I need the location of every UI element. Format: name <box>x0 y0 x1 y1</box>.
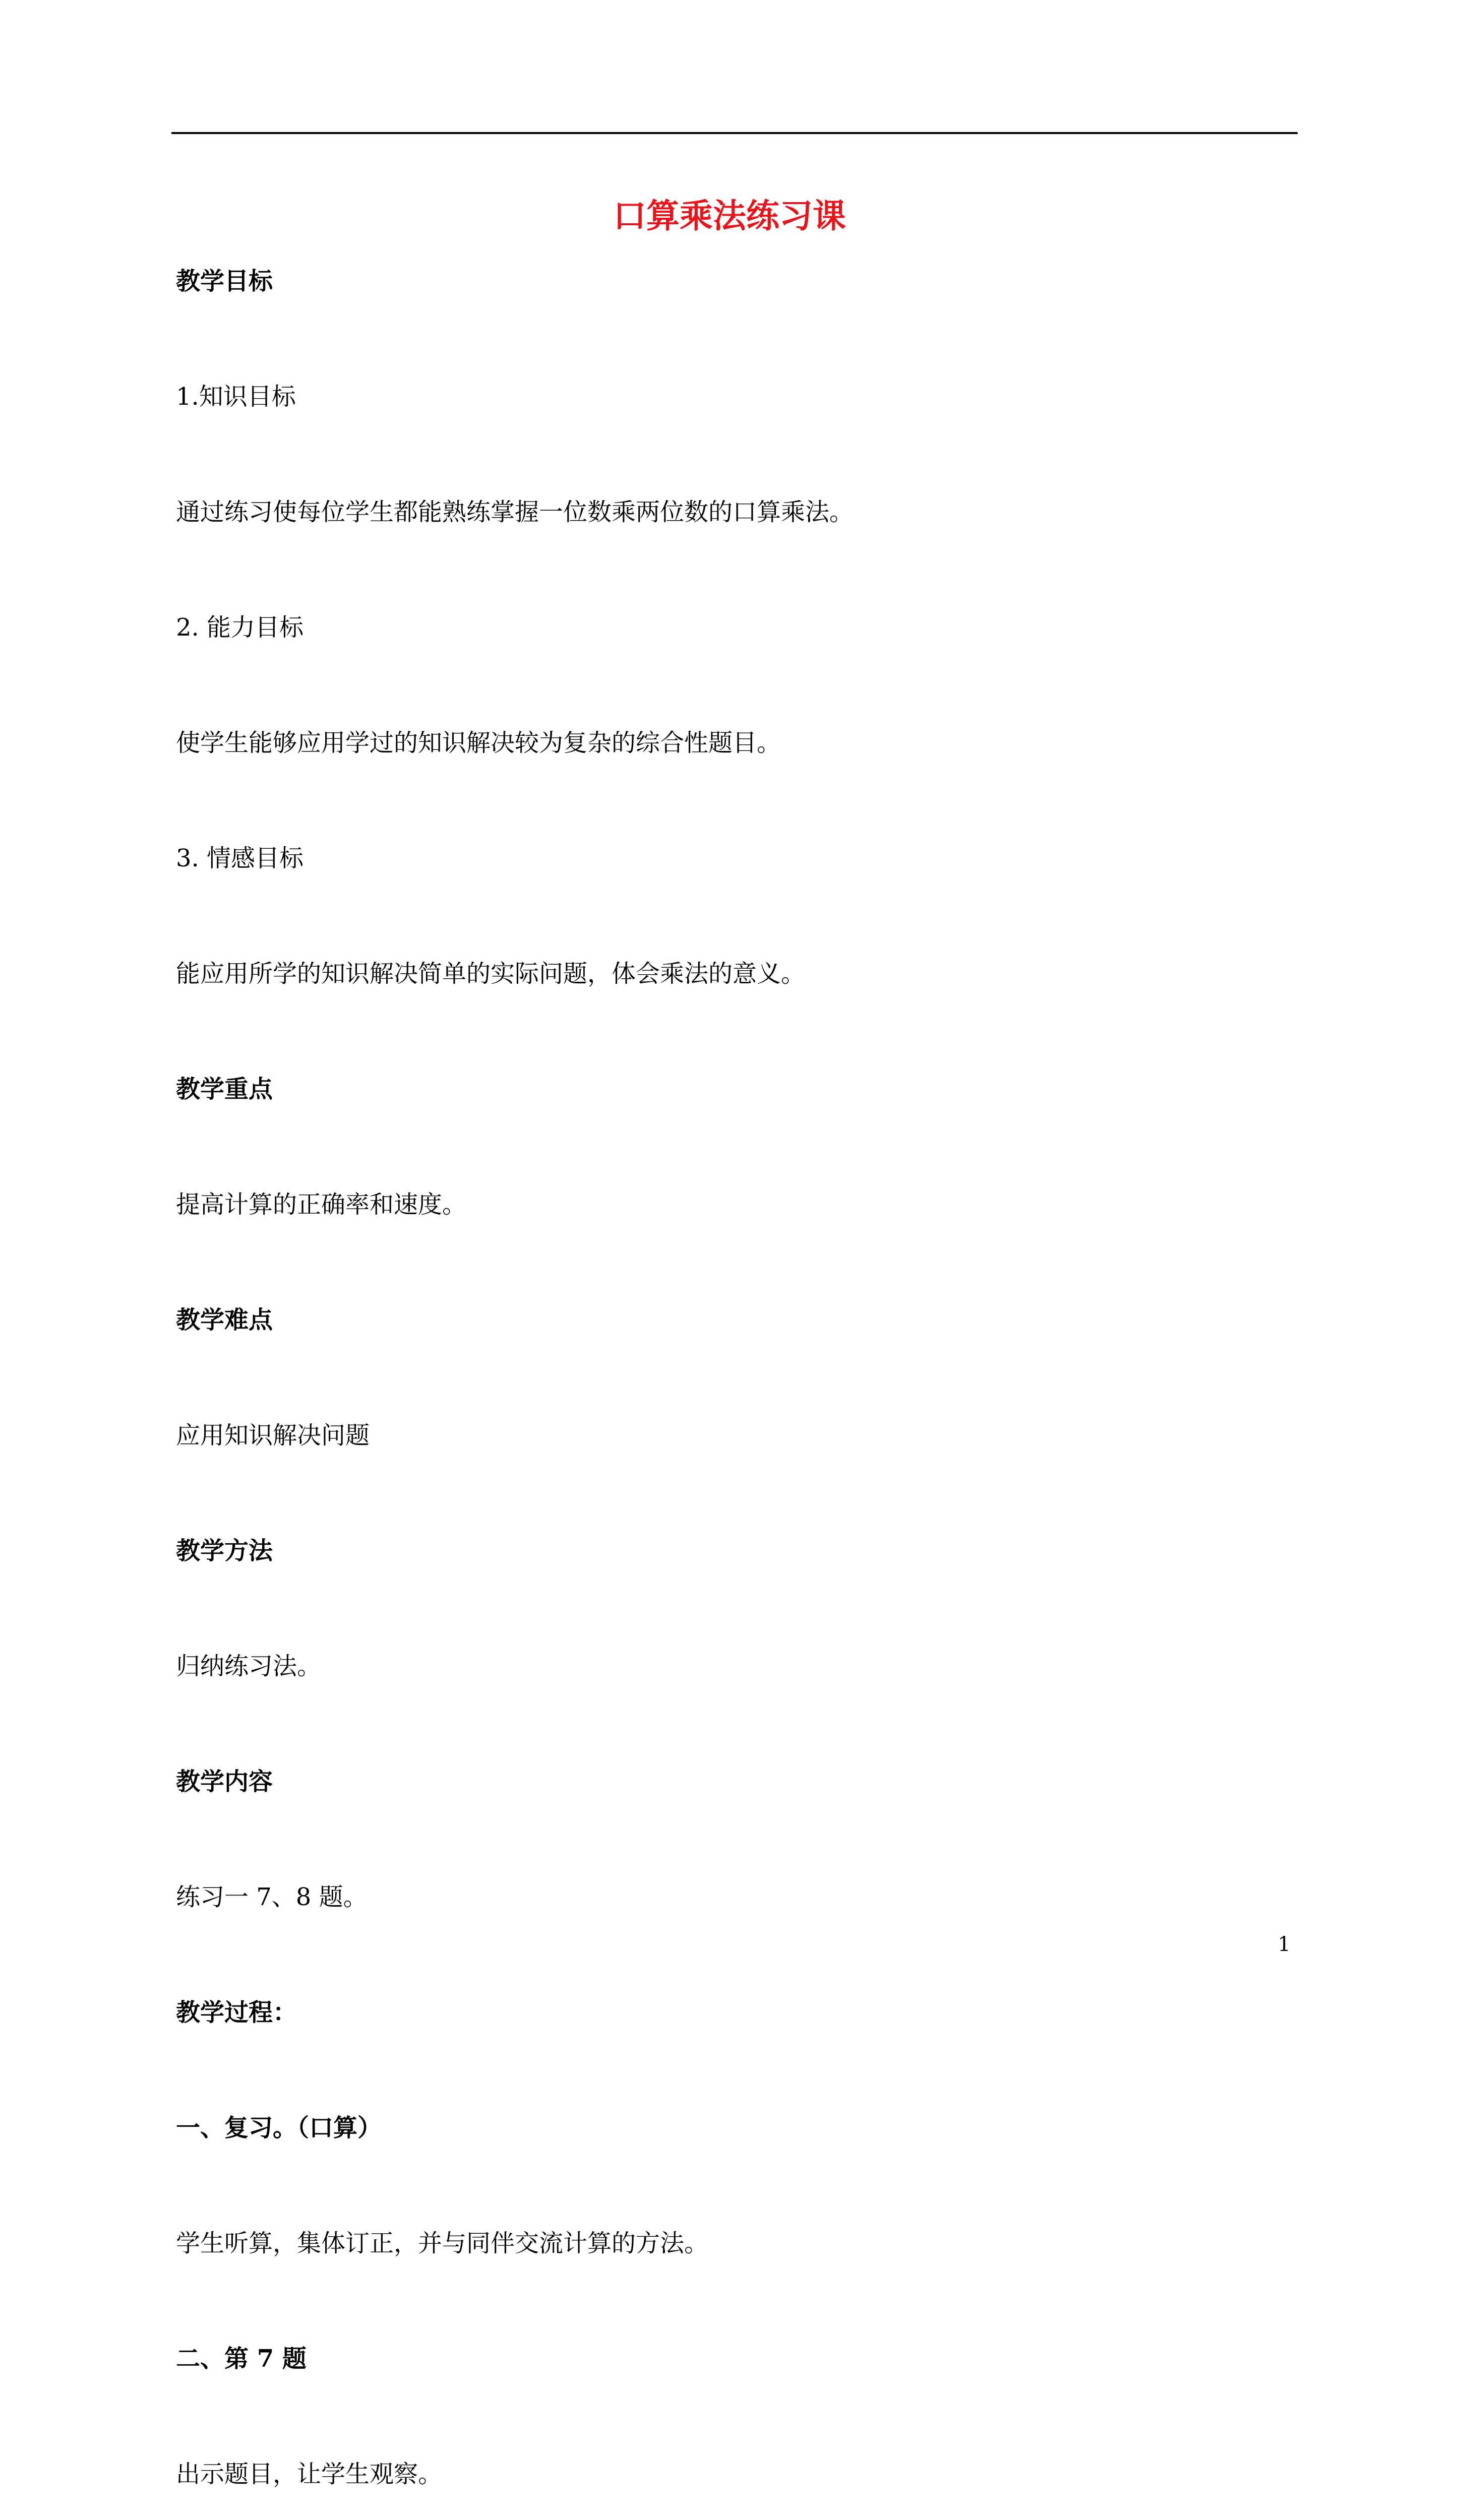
paragraph: 提高计算的正确率和速度。 <box>176 1190 467 1219</box>
paragraph: 通过练习使每位学生都能熟练掌握一位数乘两位数的口算乘法。 <box>176 498 854 526</box>
section-heading: 教学难点 <box>176 1306 273 1334</box>
header-rule <box>171 132 1298 134</box>
paragraph: 学生听算，集体订正，并与同伴交流计算的方法。 <box>176 2229 709 2257</box>
paragraph: 使学生能够应用学过的知识解决较为复杂的综合性题目。 <box>176 729 781 757</box>
document-body <box>176 265 1300 2520</box>
section-heading: 一、复习。（口算） <box>176 2114 382 2142</box>
section-heading: 二、第 7 题 <box>176 2345 307 2373</box>
paragraph: 练习一 7、8 题。 <box>176 1883 368 1911</box>
section-heading: 教学过程： <box>176 1998 297 2027</box>
document-title: 口算乘法练习课 <box>613 196 846 235</box>
paragraph: 能应用所学的知识解决简单的实际问题，体会乘法的意义。 <box>176 960 806 988</box>
paragraph: 2. 能力目标 <box>176 613 304 642</box>
section-heading: 教学内容 <box>176 1768 273 1796</box>
paragraph: 1.知识目标 <box>176 383 296 411</box>
section-heading: 教学目标 <box>176 267 273 295</box>
paragraph: 出示题目，让学生观察。 <box>176 2460 443 2488</box>
paragraph: 归纳练习法。 <box>176 1652 322 1680</box>
paragraph: 3. 情感目标 <box>176 844 304 872</box>
paragraph: 应用知识解决问题 <box>176 1421 370 1450</box>
section-heading: 教学方法 <box>176 1537 273 1565</box>
section-heading: 教学重点 <box>176 1075 273 1103</box>
page-number: 1 <box>1278 1933 1291 1956</box>
